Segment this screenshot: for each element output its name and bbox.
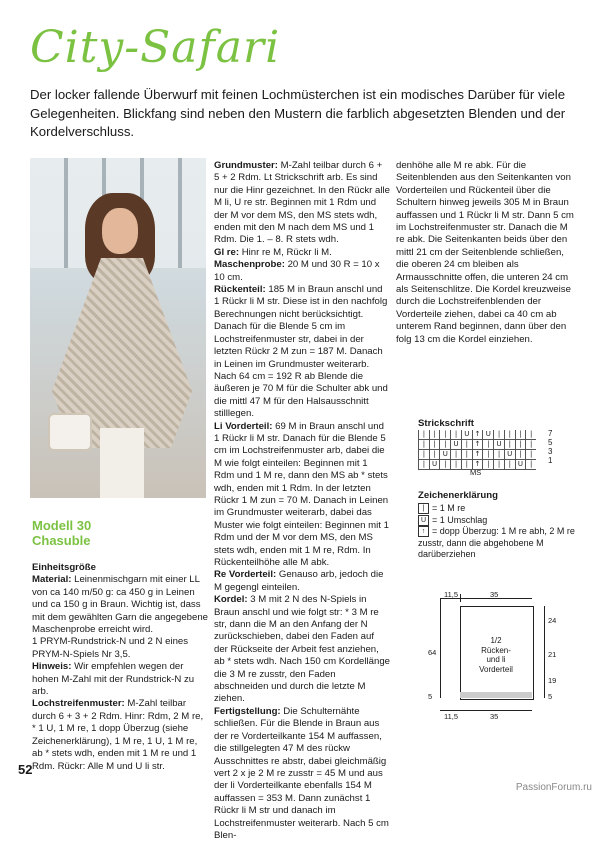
chart-cell: |	[493, 430, 504, 439]
paragraph: Kordel: 3 M mit 2 N des N-Spiels in Braun anschl und wie folgt str: * 3 M re str, dann die M an den Anfang der N zurückschieben, dabei den Faden auf der Rückseite der Arbeit fest anziehen, ab * stets wdh. Nach 150 cm Kordellänge die 3 M re zusstr, den Faden abschneiden und durch die letzte M ziehen.	[214, 594, 390, 705]
chart-cell: ↑	[472, 450, 483, 459]
paragraph: Fertigstellung: Die Schulternähte schließen. Für die Blende in Braun aus der re Vorderteilkante 154 M auffassen, die stillgelegten 47 M des rückw Ausschnittes re abstr, dabei gleichmäßig vert 2 x je 2 M re zusstr = 45 M und aus der li Vorderteilkante ebenfalls 154 M auffassen = 353 M. Dann zunächst 1 Rückr li M str und danach im Lochstreifenmuster weiterarb. Nach 5 cm Blen-	[214, 705, 389, 841]
chart-cell: |	[493, 460, 504, 469]
chart-cell: |	[439, 430, 450, 439]
chart-ms-label: MS	[470, 468, 482, 477]
chart-cell: |	[515, 430, 526, 439]
article-title: City-Safari	[30, 22, 281, 73]
chart-cell: |	[504, 440, 515, 449]
model-photo	[30, 158, 206, 498]
legend	[418, 503, 578, 561]
model-heading	[32, 518, 91, 548]
watermark: PassionForum.ru	[515, 782, 592, 793]
chart-cell: U	[493, 440, 504, 449]
chart-cell: |	[493, 450, 504, 459]
chart-cell: |	[461, 450, 472, 459]
chart-cell: |	[418, 430, 429, 439]
schem-label: 24	[548, 616, 557, 625]
schem-label: 5	[548, 692, 553, 701]
chart-cell: U	[482, 430, 493, 439]
chart-cell: U	[429, 460, 440, 469]
chart-cell: |	[461, 440, 472, 449]
paragraph: Lochstreifenmuster: M-Zahl teilbar durch 6 + 3 + 2 Rdm. Hinr: Rdm, 2 M re, * 1 U, 1 M re, 1 dopp Überzug (siehe Zeichenerklärung), 1 M re, 1 U, 1 M re, ab * stets wdh, enden mit 1 M re und 1 Rdm. Rückr: Alle M und U li str.	[32, 698, 204, 772]
paragraph: Rückenteil: 185 M in Braun anschl und 1 Rückr li M str. Diese ist in den nachfolg Berechnungen nicht berücksichtigt. Danach für die Blende 5 cm im Lochstreifenmuster str, dabei in der letzten Rückr 2 M zun = 187 M. Danach in Leinen im Grundmuster weiterarb. Nach 64 cm = 192 R ab Blende die äußeren je 70 M für die Schulter abk und die mittl 47 M für den Halsausschnitt stilllegen.	[214, 284, 388, 420]
chart-row	[418, 450, 536, 460]
chart-cell: U	[450, 440, 461, 449]
chart-cell: |	[525, 460, 536, 469]
chart-cell: U	[515, 460, 526, 469]
chart-cell: |	[504, 460, 515, 469]
chart-cell: ↑	[472, 460, 483, 469]
paragraph: Li Vorderteil: 69 M in Braun anschl und 1 Rückr li M str. Danach für die Blende 5 cm im Lochstreifenmuster arb, dabei die M wie folgt einteilen: Beginnen mit 1 Rdm und 1 M re, dann den MS ab * stets wdh, enden mit 1 Rdm. In der letzten Rückr 1 M zun = 70 M. Danach in Leinen im Grundmuster weiterarb, dabei das Muster wie folgt einteilen: Beginnen mit 1 Rdm und der M vor dem MS, den MS stets wdh, enden mit 1 M re, Rdm. In Rückenteilhöhe alle M abk.	[214, 420, 389, 568]
chart-cell: |	[525, 430, 536, 439]
paragraph: Re Vorderteil: Genauso arb, jedoch die M gegengl einteilen.	[214, 569, 384, 593]
model-name: Modell 30	[32, 518, 92, 533]
chart-row-numbers: 7 5 3 1	[548, 429, 553, 465]
paragraph: Material: Leinenmischgarn mit einer LL von ca 140 m/50 g: ca 450 g in Leinen und ca 150 g in Braun. Wichtig ist, dass mit dem gewählten Garn die angegebene Maschenprobe erreicht wird.	[32, 574, 209, 636]
chart-cell: U	[439, 450, 450, 459]
chart-cell: |	[450, 460, 461, 469]
chart-title: Strickschrift	[418, 418, 474, 429]
paragraph: Gl re: Hinr re M, Rückr li M.	[214, 246, 332, 258]
legend-item: U = 1 Umschlag	[418, 515, 578, 527]
double-decrease-icon: ↑	[418, 526, 429, 537]
chart-row	[418, 440, 536, 450]
chart-cell: |	[482, 460, 493, 469]
instructions-column-3: denhöhe alle M re abk. Für die Seitenblenden aus den Seitenkanten von Vorderteilen und Rückenteil über die Schultern hinweg jeweils 305 M in Braun auffassen und 1 Rückr li M str. Dann 5 cm im Lochstreifenmuster str. Danach die M re abk. Die Seitenkanten beids über den mittl 21 cm der Seitenblende schließen, die oberen 24 cm bleiben als Armausschnitte offen, die unteren 24 cm als Seitenschlitze. Die Kordel kreuzweise durch die Lochstreifenblenden der Vorderteile ziehen, dabei ca 40 cm ab unterem Rand beginnen, dann über den folg 13 cm die Kordel einziehen.	[396, 160, 574, 345]
schem-label: 21	[548, 650, 557, 659]
yarn-over-icon: U	[418, 515, 429, 526]
model-type: Chasuble	[32, 533, 91, 548]
schem-label: 11,5	[444, 712, 459, 721]
schem-label: 5	[428, 692, 433, 701]
face-shape	[102, 208, 138, 254]
chart-cell: U	[461, 430, 472, 439]
knit-symbol-icon: |	[418, 503, 429, 514]
chart-cell: |	[504, 430, 515, 439]
chart-cell: |	[525, 440, 536, 449]
chart-cell: |	[429, 440, 440, 449]
schem-label: 19	[548, 676, 557, 685]
paragraph: Hinweis: Wir empfehlen wegen der hohen M-Zahl mit der Rundstrick-N zu arb.	[32, 661, 195, 698]
legend-item: ↑ = dopp Überzug: 1 M re abh, 2 M re zusstr, dann die abgehobene M darüberziehen	[418, 526, 575, 559]
chart-cell: U	[504, 450, 515, 459]
schem-blende	[460, 692, 532, 698]
schematic-diagram	[418, 588, 578, 728]
paragraph: Einheitsgröße	[32, 562, 96, 573]
chart-cell: |	[418, 460, 429, 469]
paragraph: Grundmuster: M-Zahl teilbar durch 6 + 5 + 2 Rdm. Lt Strickschrift arb. Es sind nur die Hinr gezeichnet. In den Rückr alle M li, U re str. Beginnen mit 1 Rdm und der M vor dem MS, den MS stets wdh, enden mit den M nach dem MS und 1 Rdm. Die 1. – 8. R stets wdh.	[214, 160, 390, 246]
chart-cell: |	[515, 440, 526, 449]
schem-label: 35	[490, 590, 499, 599]
chart-cell: |	[450, 430, 461, 439]
chart-cell: |	[461, 460, 472, 469]
handbag-shape	[48, 413, 92, 451]
paragraph: Maschenprobe: 20 M und 30 R = 10 x 10 cm.	[214, 259, 380, 283]
legend-title: Zeichenerklärung	[418, 490, 498, 501]
chart-cell: |	[525, 450, 536, 459]
paragraph: 1 PRYM-Rundstrick-N und 2 N eines PRYM-N-Spiels Nr 3,5.	[32, 636, 189, 660]
chart-cell: |	[515, 450, 526, 459]
schem-label: 11,5	[444, 590, 459, 599]
chart-cell: |	[482, 450, 493, 459]
chart-cell: |	[418, 440, 429, 449]
chart-cell: ↑	[472, 440, 483, 449]
chart-cell: |	[439, 440, 450, 449]
chart-cell: |	[482, 440, 493, 449]
chart-cell: |	[429, 450, 440, 459]
page-number: 52	[18, 762, 33, 777]
chart-cell: |	[418, 450, 429, 459]
instructions-column-2	[214, 160, 390, 842]
instructions-column-1	[32, 562, 208, 773]
chart-cell: |	[439, 460, 450, 469]
intro-text: Der locker fallende Überwurf mit feinen Lochmüsterchen ist ein modisches Darüber für viele Gelegenheiten. Blickfang sind neben den Mustern die farblich abgesetzten Blenden und der Kordelverschluss.	[30, 87, 566, 139]
trousers-shape	[100, 428, 144, 498]
chart-cell: |	[429, 430, 440, 439]
chart-cell: ↑	[472, 430, 483, 439]
legend-item: | = 1 M re	[418, 503, 578, 515]
schem-label: 35	[490, 712, 499, 721]
schem-label: 64	[428, 648, 437, 657]
chart-row	[418, 430, 536, 440]
chart-cell: |	[450, 450, 461, 459]
schem-inner-label: 1/2 Rücken- und li Vorderteil	[479, 636, 513, 674]
